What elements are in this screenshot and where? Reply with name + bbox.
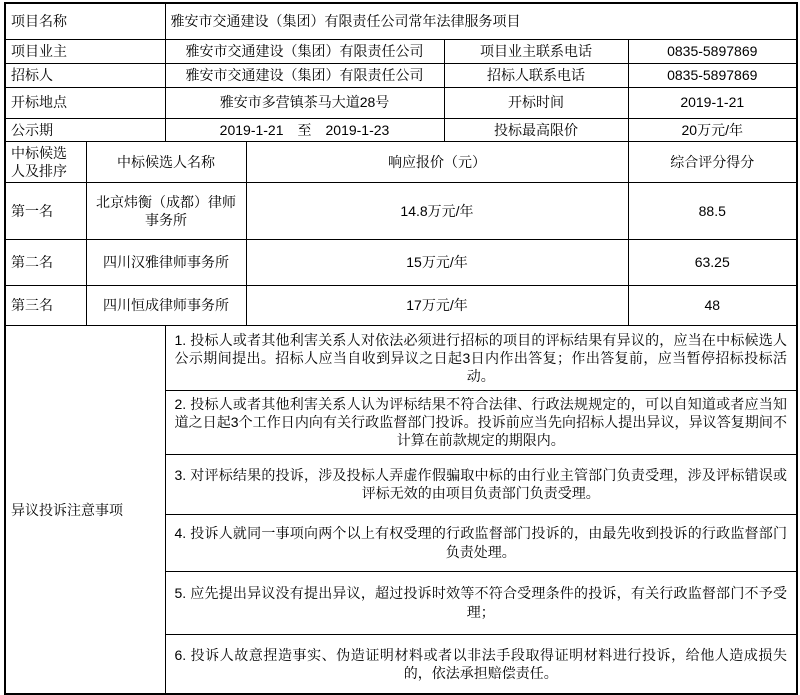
note-item: 4. 投诉人就同一事项向两个以上有权受理的行政监督部门投诉的，由最先收到投诉的行政监督部门负责处理。 (165, 514, 797, 571)
candidates-score-header: 综合评分得分 (628, 141, 797, 182)
candidate-rank: 第三名 (5, 286, 86, 326)
owner-phone-value: 0835-5897869 (628, 39, 797, 63)
row-tenderer (5, 63, 797, 87)
candidate-name: 北京炜衡（成都）律师事务所 (86, 183, 246, 240)
row-publicity-period (5, 118, 797, 141)
candidate-score: 88.5 (628, 183, 797, 240)
project-owner-value: 雅安市交通建设（集团）有限责任公司 (165, 39, 444, 63)
note-item: 6. 投诉人故意捏造事实、伪造证明材料或者以非法手段取得证明材料进行投诉，给他人造成损失的，依法承担赔偿责任。 (165, 634, 797, 694)
candidate-price: 15万元/年 (246, 240, 628, 286)
note-item: 2. 投标人或者其他利害关系人认为评标结果不符合法律、行政法规规定的，可以自知道或者应当知道之日起3个工作日内向有关行政监督部门投诉。投诉前应当先向招标人提出异议，异议答复期间不计算在前款规定的期限内。 (165, 391, 797, 455)
candidate-row-2 (5, 240, 797, 286)
opening-time-value: 2019-1-21 (628, 87, 797, 118)
row-project-owner (5, 39, 797, 63)
tenderer-label: 招标人 (5, 63, 165, 87)
candidate-name: 四川恒成律师事务所 (86, 286, 246, 326)
tenderer-phone-label: 招标人联系电话 (444, 63, 628, 87)
candidate-row-3 (5, 286, 797, 326)
tenderer-phone-value: 0835-5897869 (628, 63, 797, 87)
candidate-score: 63.25 (628, 240, 797, 286)
opening-place-value: 雅安市多营镇茶马大道28号 (165, 87, 444, 118)
max-price-label: 投标最高限价 (444, 118, 628, 141)
candidate-price: 14.8万元/年 (246, 183, 628, 240)
opening-time-label: 开标时间 (444, 87, 628, 118)
note-item: 5. 应先提出异议没有提出异议，超过投诉时效等不符合受理条件的投诉，有关行政监督部门不予受理； (165, 571, 797, 634)
tenderer-value: 雅安市交通建设（集团）有限责任公司 (165, 63, 444, 87)
bid-result-table (4, 2, 798, 695)
opening-place-label: 开标地点 (5, 87, 165, 118)
project-name-label: 项目名称 (5, 3, 165, 39)
max-price-value: 20万元/年 (628, 118, 797, 141)
candidate-rank: 第二名 (5, 240, 86, 286)
row-bid-opening (5, 87, 797, 118)
project-owner-label: 项目业主 (5, 39, 165, 63)
owner-phone-label: 项目业主联系电话 (444, 39, 628, 63)
candidate-row-1 (5, 183, 797, 240)
candidates-price-header: 响应报价（元） (246, 141, 628, 182)
publicity-period-value: 2019-1-21 至 2019-1-23 (165, 118, 444, 141)
candidate-name: 四川汉雅律师事务所 (86, 240, 246, 286)
note-item: 3. 对评标结果的投诉，涉及投标人弄虚作假骗取中标的由行业主管部门负责受理，涉及评标错误或评标无效的由项目负责部门负责受理。 (165, 454, 797, 514)
note-item: 1. 投标人或者其他利害关系人对依法必须进行招标的项目的评标结果有异议的，应当在中标候选人公示期间提出。招标人应当自收到异议之日起3日内作出答复；作出答复前，应当暂停招标投标活动。 (165, 326, 797, 391)
publicity-period-label: 公示期 (5, 118, 165, 141)
candidate-score: 48 (628, 286, 797, 326)
project-name-value: 雅安市交通建设（集团）有限责任公司常年法律服务项目 (165, 3, 797, 39)
note-row-1 (5, 326, 797, 391)
notes-section-label: 异议投诉注意事项 (5, 326, 165, 695)
candidates-header-row (5, 141, 797, 182)
candidates-rank-header: 中标候选人及排序 (5, 141, 86, 182)
candidates-name-header: 中标候选人名称 (86, 141, 246, 182)
candidate-price: 17万元/年 (246, 286, 628, 326)
candidate-rank: 第一名 (5, 183, 86, 240)
row-project-name (5, 3, 797, 39)
